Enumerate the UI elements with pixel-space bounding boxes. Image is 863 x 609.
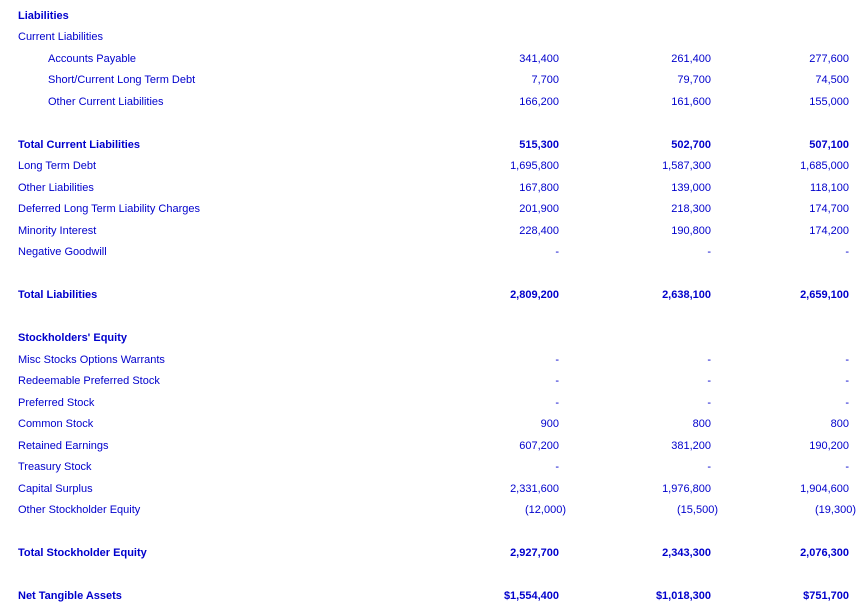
value-cell: 507,100 xyxy=(809,139,849,151)
row-label: Misc Stocks Options Warrants xyxy=(18,354,165,366)
value-cell: 201,900 xyxy=(519,203,559,215)
value-cell: (15,500) xyxy=(677,504,718,516)
value-cell: $1,554,400 xyxy=(503,590,559,602)
table-row xyxy=(0,373,863,394)
value-cell: - xyxy=(555,354,559,366)
table-row xyxy=(0,244,863,265)
value-cell: 139,000 xyxy=(671,182,711,194)
table-row xyxy=(0,352,863,373)
value-cell: 155,000 xyxy=(809,96,849,108)
value-cell: - xyxy=(845,354,849,366)
value-cell: - xyxy=(707,461,711,473)
row-label: Total Liabilities xyxy=(18,289,98,301)
total-row xyxy=(0,545,863,566)
table-row xyxy=(0,201,863,222)
value-cell: 900 xyxy=(540,418,559,430)
row-label: Other Current Liabilities xyxy=(48,96,164,108)
value-cell: 74,500 xyxy=(815,74,849,86)
total-row xyxy=(0,588,863,609)
row-label: Negative Goodwill xyxy=(18,246,107,258)
row-label: Treasury Stock xyxy=(18,461,92,473)
value-cell: 1,685,000 xyxy=(800,160,849,172)
row-label: Common Stock xyxy=(18,418,94,430)
table-row xyxy=(0,94,863,115)
value-cell: 381,200 xyxy=(671,440,711,452)
value-cell: - xyxy=(845,375,849,387)
value-cell: 2,809,200 xyxy=(510,289,559,301)
value-cell: 2,076,300 xyxy=(800,547,849,559)
value-cell: 1,976,800 xyxy=(662,483,711,495)
value-cell: - xyxy=(707,246,711,258)
value-cell: 190,200 xyxy=(809,440,849,452)
value-cell: - xyxy=(845,246,849,258)
value-cell: $751,700 xyxy=(803,590,849,602)
value-cell: 277,600 xyxy=(809,53,849,65)
value-cell: - xyxy=(845,397,849,409)
value-cell: 2,659,100 xyxy=(800,289,849,301)
row-label: Accounts Payable xyxy=(48,53,137,65)
row-label: Other Liabilities xyxy=(18,182,94,194)
value-cell: 2,343,300 xyxy=(662,547,711,559)
row-label: Preferred Stock xyxy=(18,397,95,409)
liabilities-section-header-row xyxy=(0,8,863,29)
table-row xyxy=(0,459,863,480)
total-row xyxy=(0,287,863,308)
value-cell: - xyxy=(555,375,559,387)
value-cell: 174,200 xyxy=(809,225,849,237)
value-cell: 2,331,600 xyxy=(510,483,559,495)
value-cell: 1,904,600 xyxy=(800,483,849,495)
value-cell: 228,400 xyxy=(519,225,559,237)
table-row xyxy=(0,223,863,244)
row-label: Long Term Debt xyxy=(18,160,97,172)
value-cell: 2,927,700 xyxy=(510,547,559,559)
row-label: Total Current Liabilities xyxy=(18,139,141,151)
row-label: Deferred Long Term Liability Charges xyxy=(18,203,200,215)
table-row xyxy=(0,180,863,201)
value-cell: 1,695,800 xyxy=(510,160,559,172)
table-row xyxy=(0,438,863,459)
current-liabilities-header: Current Liabilities xyxy=(18,31,103,43)
equity-header: Stockholders' Equity xyxy=(18,332,127,344)
value-cell: 2,638,100 xyxy=(662,289,711,301)
table-row xyxy=(0,395,863,416)
value-cell: 79,700 xyxy=(677,74,711,86)
value-cell: - xyxy=(555,461,559,473)
liabilities-header: Liabilities xyxy=(18,10,69,22)
value-cell: 7,700 xyxy=(531,74,559,86)
value-cell: - xyxy=(555,397,559,409)
table-row xyxy=(0,481,863,502)
row-label: Short/Current Long Term Debt xyxy=(48,74,196,86)
value-cell: - xyxy=(707,397,711,409)
row-label: Redeemable Preferred Stock xyxy=(18,375,160,387)
value-cell: 118,100 xyxy=(810,182,849,194)
equity-section-header-row xyxy=(0,330,863,351)
value-cell: - xyxy=(555,246,559,258)
row-label: Other Stockholder Equity xyxy=(18,504,141,516)
row-label: Retained Earnings xyxy=(18,440,109,452)
value-cell: 261,400 xyxy=(671,53,711,65)
value-cell: 190,800 xyxy=(671,225,711,237)
table-row xyxy=(0,72,863,93)
total-row xyxy=(0,137,863,158)
row-label: Total Stockholder Equity xyxy=(18,547,147,559)
value-cell: 1,587,300 xyxy=(662,160,711,172)
value-cell: 218,300 xyxy=(671,203,711,215)
value-cell: 167,800 xyxy=(519,182,559,194)
table-row xyxy=(0,158,863,179)
value-cell: 515,300 xyxy=(519,139,559,151)
value-cell: 800 xyxy=(692,418,711,430)
value-cell: - xyxy=(845,461,849,473)
row-label: Minority Interest xyxy=(18,225,97,237)
value-cell: 161,600 xyxy=(671,96,711,108)
value-cell: 607,200 xyxy=(519,440,559,452)
value-cell: 502,700 xyxy=(671,139,711,151)
table-row xyxy=(0,51,863,72)
value-cell: 174,700 xyxy=(809,203,849,215)
value-cell: 800 xyxy=(830,418,849,430)
value-cell: - xyxy=(707,354,711,366)
value-cell: 341,400 xyxy=(519,53,559,65)
table-row xyxy=(0,416,863,437)
table-row xyxy=(0,502,863,523)
row-label: Net Tangible Assets xyxy=(18,590,122,602)
value-cell: $1,018,300 xyxy=(655,590,711,602)
row-label: Capital Surplus xyxy=(18,483,93,495)
value-cell: (19,300) xyxy=(815,504,856,516)
value-cell: 166,200 xyxy=(519,96,559,108)
value-cell: - xyxy=(707,375,711,387)
value-cell: (12,000) xyxy=(525,504,566,516)
current-liabilities-header-row xyxy=(0,29,863,50)
